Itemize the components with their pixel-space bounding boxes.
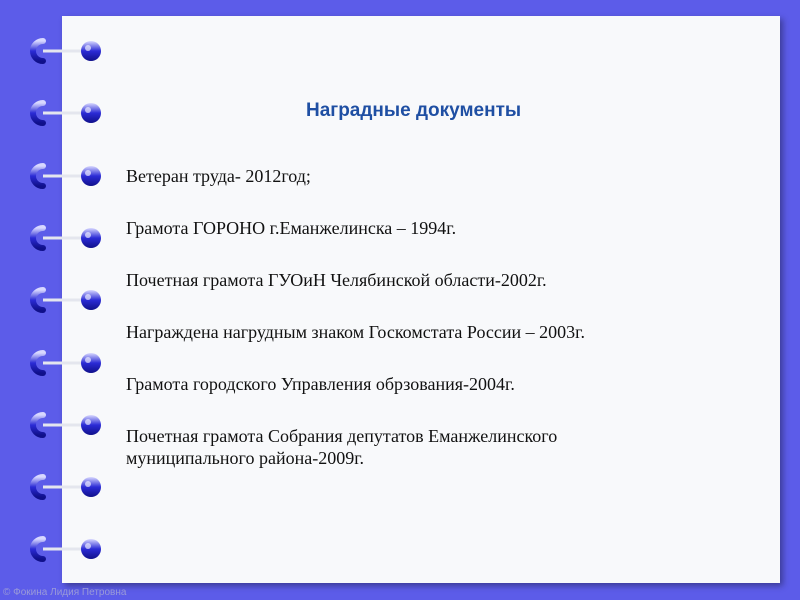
award-text: Грамота городского Управления обрзования-2004г. [126, 374, 515, 394]
award-text: Почетная грамота ГУОиН Челябинской области-2002г. [126, 270, 547, 290]
spiral-binding-ring-icon [28, 99, 106, 127]
award-item [126, 321, 766, 343]
award-item [126, 217, 766, 239]
spiral-binding-ring-icon [28, 473, 106, 501]
award-item [126, 425, 766, 469]
award-item [126, 373, 766, 395]
spiral-binding-ring-icon [28, 162, 106, 190]
award-item [126, 269, 766, 291]
copyright-text: © Фокина Лидия Петровна [3, 587, 127, 598]
slide-title: Наградные документы [306, 100, 522, 121]
award-text: Почетная грамота Собрания депутатов Еманжелинского [126, 426, 558, 446]
spiral-binding-ring-icon [28, 37, 106, 65]
award-item [126, 165, 766, 187]
spiral-binding-ring-icon [28, 349, 106, 377]
award-text: муниципального района-2009г. [126, 448, 365, 468]
spiral-binding-ring-icon [28, 224, 106, 252]
award-text: Грамота ГОРОНО г.Еманжелинска – 1994г. [126, 218, 457, 238]
spiral-binding-ring-icon [28, 286, 106, 314]
award-text: Ветеран труда- 2012год; [126, 166, 311, 186]
spiral-binding-ring-icon [28, 535, 106, 563]
award-text: Награждена нагрудным знаком Госкомстата России – 2003г. [126, 322, 586, 342]
awards-list [126, 165, 766, 499]
spiral-binding-ring-icon [28, 411, 106, 439]
